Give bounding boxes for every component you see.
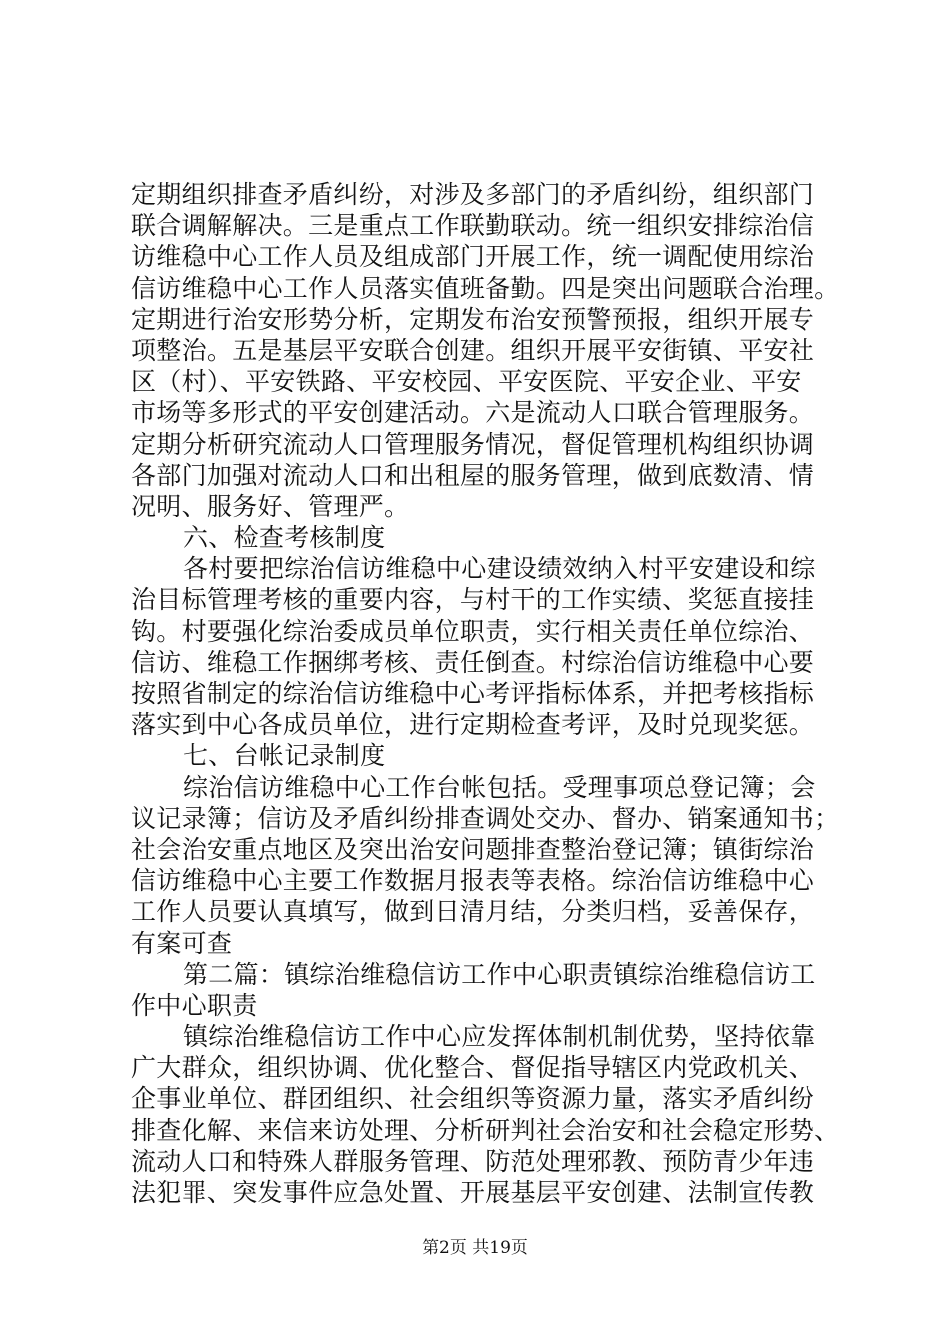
section-heading: 六、检查考核制度 [183,523,386,553]
text-line: 治目标管理考核的重要内容，与村干的工作实绩、奖惩直接挂 [131,585,815,615]
text-line: 况明、服务好、管理严。 [131,491,410,521]
text-line: 社会治安重点地区及突出治安问题排查整治登记簿；镇街综治 [131,834,815,864]
text-line: 按照省制定的综治信访维稳中心考评指标体系，并把考核指标 [131,679,815,708]
text-line: 排查化解、来信来访处理、分析研判社会治安和社会稳定形势、 [131,1115,840,1145]
text-line: 有案可查 [131,928,233,958]
text-line: 访维稳中心工作人员及组成部门开展工作，统一调配使用综治 [131,242,815,272]
text-line: 落实到中心各成员单位，进行定期检查考评，及时兑现奖惩。 [131,710,815,740]
text-line: 信访维稳中心主要工作数据月报表等表格。综治信访维稳中心 [131,866,815,896]
chapter-heading-continued: 作中心职责 [131,990,258,1020]
paragraph-first-line: 镇综治维稳信访工作中心应发挥体制机制优势，坚持依靠 [183,1022,816,1052]
text-line: 各部门加强对流动人口和出租屋的服务管理，做到底数清、情 [131,460,815,490]
text-line: 定期组织排查矛盾纠纷，对涉及多部门的矛盾纠纷，组织部门 [131,180,815,209]
text-line: 企事业单位、群团组织、社会组织等资源力量，落实矛盾纠纷 [131,1084,815,1114]
document-body [131,179,840,1208]
text-line: 议记录簿；信访及矛盾纠纷排查调处交办、督办、销案通知书； [131,803,840,833]
chapter-heading: 第二篇：镇综治维稳信访工作中心职责镇综治维稳信访工 [183,959,816,989]
text-line: 法犯罪、突发事件应急处置、开展基层平安创建、法制宣传教 [131,1178,815,1207]
text-line: 信访、维稳工作捆绑考核、责任倒查。村综治信访维稳中心要 [131,647,815,677]
text-line: 钩。村要强化综治委成员单位职责，实行相关责任单位综治、 [131,616,815,646]
text-line: 项整治。五是基层平安联合创建。组织开展平安街镇、平安社 [131,335,815,365]
text-line: 区（村）、平安铁路、平安校园、平安医院、平安企业、平安 [131,367,802,397]
section-heading: 七、台帐记录制度 [183,741,386,771]
text-line: 定期进行治安形势分析，定期发布治安预警预报，组织开展专 [131,304,815,334]
text-line: 市场等多形式的平安创建活动。六是流动人口联合管理服务。 [131,398,815,428]
paragraph-first-line: 各村要把综治信访维稳中心建设绩效纳入村平安建设和综 [183,554,816,584]
text-line: 广大群众，组织协调、优化整合、督促指导辖区内党政机关、 [131,1053,815,1083]
text-line: 信访维稳中心工作人员落实值班备勤。四是突出问题联合治理。 [131,273,840,303]
text-line: 工作人员要认真填写，做到日清月结，分类归档，妥善保存， [131,897,815,927]
text-line: 流动人口和特殊人群服务管理、防范处理邪教、预防青少年违 [131,1146,815,1176]
text-line: 定期分析研究流动人口管理服务情况，督促管理机构组织协调 [131,429,815,459]
paragraph-first-line: 综治信访维稳中心工作台帐包括。受理事项总登记簿；会 [183,772,816,802]
page-number-footer: 第2页 共19页 [422,1238,528,1258]
text-line: 联合调解解决。三是重点工作联勤联动。统一组织安排综治信 [131,211,815,241]
